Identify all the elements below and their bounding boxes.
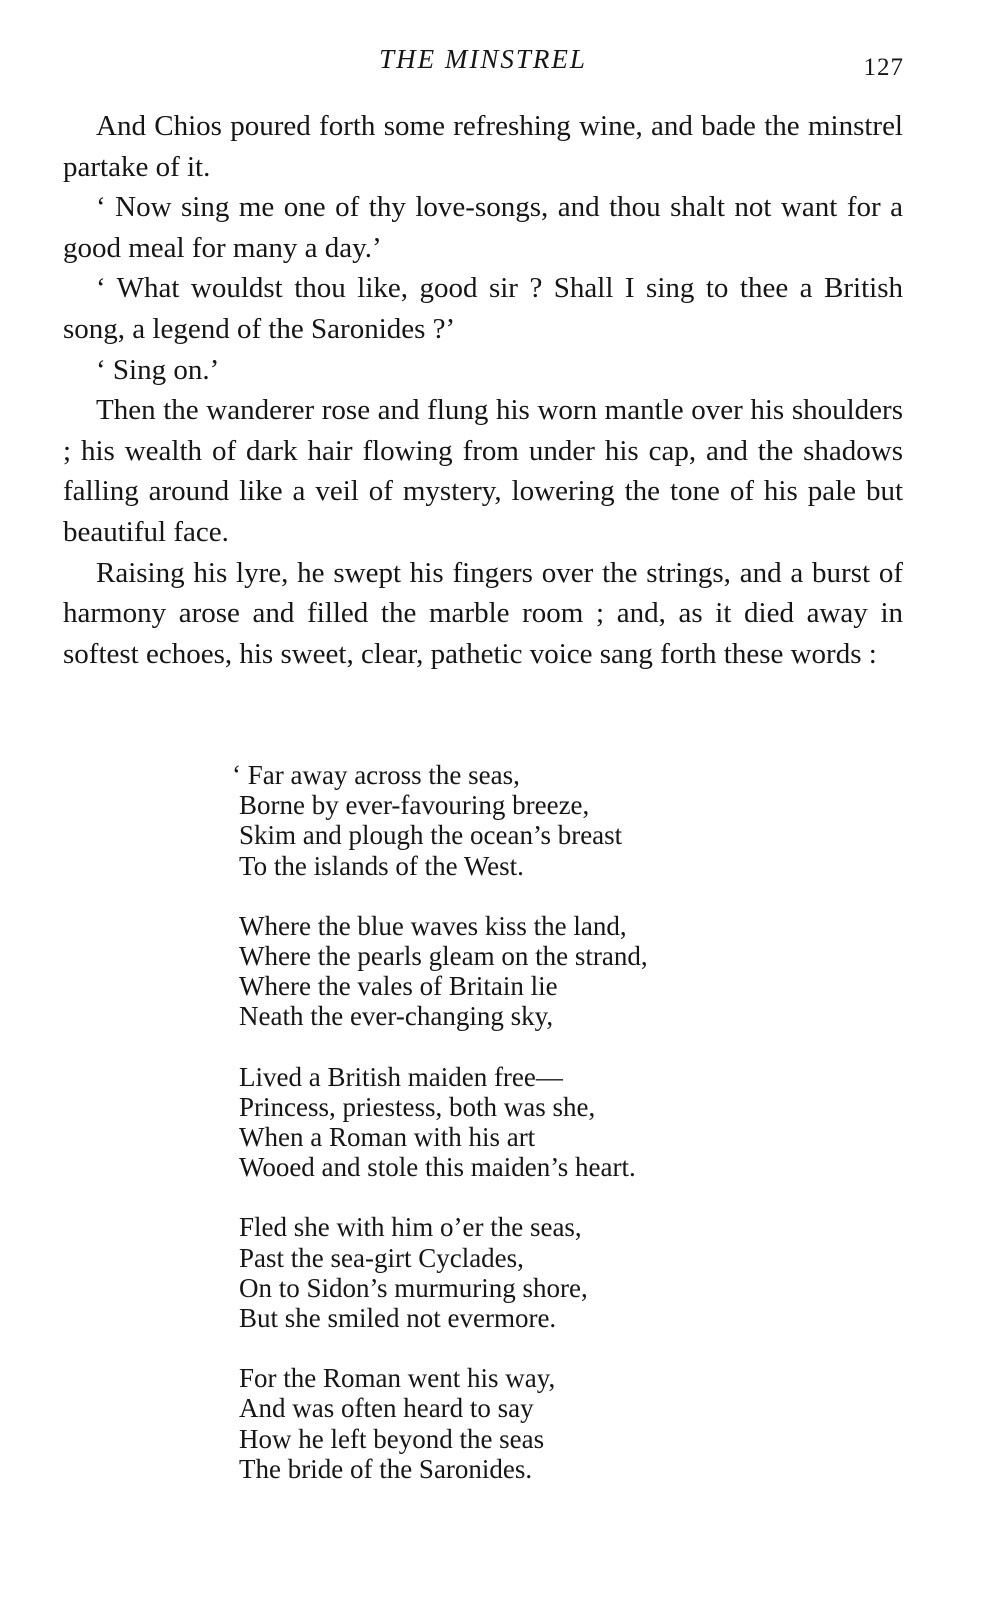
poem-line: Fled she with him o’er the seas, xyxy=(239,1212,582,1243)
stanza xyxy=(239,1062,859,1183)
poem-line: Past the sea-girt Cyclades, xyxy=(239,1242,524,1273)
paragraph: Then the wanderer rose and flung his worn mantle over his shoulders ; his wealth of dark hair flowing from under his cap, and the shadows falling around like a veil of mystery, lowering the tone of his pale but beautiful face. xyxy=(63,394,903,548)
stanza xyxy=(239,1212,859,1333)
poem-line: Where the blue waves kiss the land, xyxy=(239,910,627,941)
poem-line: Where the pearls gleam on the strand, xyxy=(239,941,648,972)
page-number: 127 xyxy=(863,54,904,81)
poem-line: Lived a British maiden free— xyxy=(239,1061,563,1092)
paragraph: ‘ What wouldst thou like, good sir ? Shall I sing to thee a British song, a legend of the Saronides ?’ xyxy=(63,272,903,345)
running-title: THE MINSTREL xyxy=(379,44,587,74)
poem-line: Princess, priestess, both was she, xyxy=(239,1091,596,1122)
stanza xyxy=(239,911,859,1032)
poem-line: The bride of the Saronides. xyxy=(239,1453,533,1484)
stanza xyxy=(232,760,859,881)
poem-line: When a Roman with his art xyxy=(239,1122,536,1153)
poem-line: Borne by ever-favouring breeze, xyxy=(239,790,590,821)
paragraph: Raising his lyre, he swept his fingers over the strings, and a burst of harmony arose and filled the marble room ; and, as it died away in softest echoes, his sweet, clear, pathetic voice sang forth these words : xyxy=(63,556,903,670)
stanza xyxy=(239,1363,859,1484)
running-head xyxy=(0,44,1002,84)
poem-line: On to Sidon’s murmuring shore, xyxy=(239,1272,588,1303)
poem-line: For the Roman went his way, xyxy=(239,1363,556,1394)
poem-line: Where the vales of Britain lie xyxy=(239,971,558,1002)
poem-line: How he left beyond the seas xyxy=(239,1423,545,1454)
poem-line: ‘ Far away across the seas, xyxy=(232,760,520,790)
poem-line: Skim and plough the ocean’s breast xyxy=(239,820,623,851)
poem-line: To the islands of the West. xyxy=(239,850,524,881)
poem-line: Wooed and stole this maiden’s heart. xyxy=(239,1152,636,1183)
paragraph: And Chios poured forth some refreshing wine, and bade the minstrel partake of it. xyxy=(63,110,903,183)
paragraph: ‘ Now sing me one of thy love-songs, and thou shalt not want for a good meal for many a day.’ xyxy=(63,191,903,264)
paragraph: ‘ Sing on.’ xyxy=(96,353,220,386)
poem-line: Neath the ever-changing sky, xyxy=(239,1001,554,1032)
poem-line: But she smiled not evermore. xyxy=(239,1303,557,1334)
poem xyxy=(232,760,859,1484)
prose-body xyxy=(63,106,903,674)
poem-line: And was often heard to say xyxy=(239,1393,534,1424)
